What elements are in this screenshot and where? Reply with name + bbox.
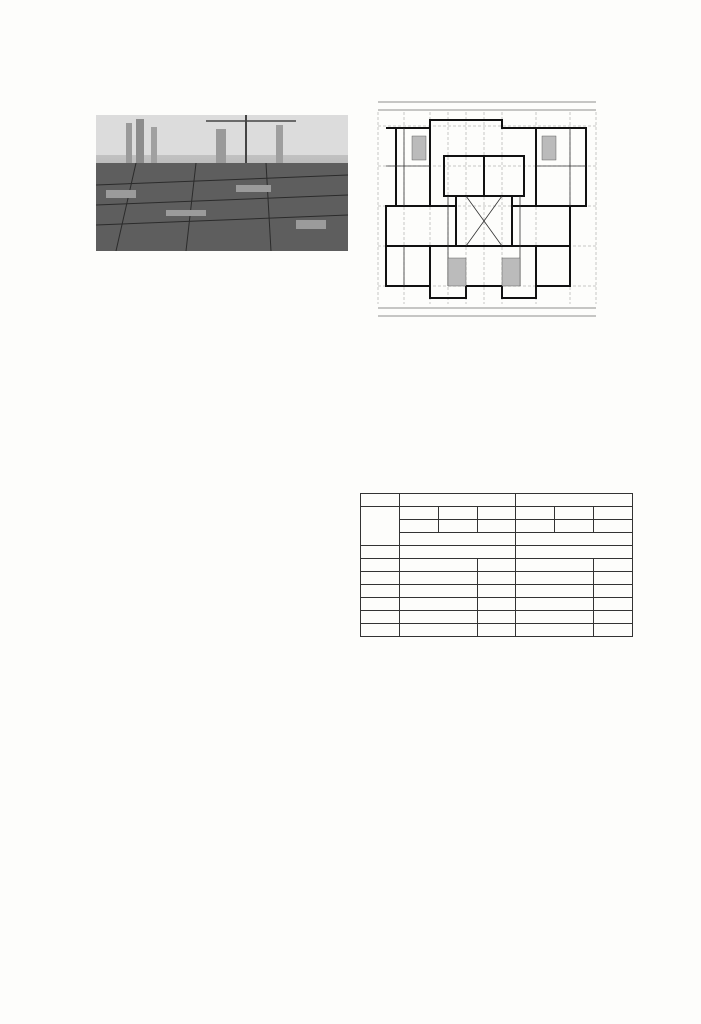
table-row — [361, 533, 633, 546]
table-cell — [361, 624, 400, 637]
table-cell — [477, 559, 516, 572]
plan-grid-lines — [378, 112, 596, 304]
table-cell — [399, 624, 477, 637]
photo-sketch — [96, 115, 348, 251]
table-cell — [399, 598, 477, 611]
table-cell — [516, 546, 633, 559]
table-cell — [399, 611, 477, 624]
table-cell — [594, 559, 633, 572]
table-cell — [361, 585, 400, 598]
table-row — [361, 611, 633, 624]
table-cell — [516, 520, 555, 533]
table-cell — [516, 494, 633, 507]
table-cell — [555, 520, 594, 533]
table-row — [361, 507, 633, 520]
plan-dimension-lines — [378, 102, 596, 316]
table-cell — [594, 520, 633, 533]
table-cell — [438, 520, 477, 533]
table-cell — [361, 611, 400, 624]
table-cell — [399, 585, 477, 598]
table-cell — [594, 572, 633, 585]
table-2 — [360, 493, 633, 637]
structural-plan-drawing — [356, 86, 618, 334]
table-cell — [594, 611, 633, 624]
table-cell — [516, 598, 594, 611]
table-row — [361, 598, 633, 611]
table-cell — [361, 598, 400, 611]
table-cell — [477, 611, 516, 624]
table-cell — [399, 546, 516, 559]
table-cell — [516, 507, 555, 520]
table-cell — [361, 507, 400, 546]
table-cell — [361, 546, 400, 559]
table-cell — [399, 520, 438, 533]
table-cell — [399, 572, 477, 585]
table-row — [361, 494, 633, 507]
table-cell — [516, 559, 594, 572]
table-cell — [477, 624, 516, 637]
table-cell — [594, 507, 633, 520]
table-cell — [399, 533, 516, 546]
table-cell — [399, 494, 516, 507]
table-row — [361, 585, 633, 598]
table-cell — [477, 520, 516, 533]
table-cell — [516, 572, 594, 585]
table-row — [361, 559, 633, 572]
table-cell — [361, 572, 400, 585]
table-cell — [477, 572, 516, 585]
table-cell — [361, 494, 400, 507]
table-row — [361, 572, 633, 585]
table-cell — [594, 624, 633, 637]
table-cell — [516, 611, 594, 624]
table-cell — [438, 507, 477, 520]
table-row — [361, 520, 633, 533]
table-cell — [516, 624, 594, 637]
table-cell — [594, 598, 633, 611]
table-cell — [399, 559, 477, 572]
table-cell — [516, 533, 633, 546]
table-cell — [477, 585, 516, 598]
table-cell — [516, 585, 594, 598]
table-row — [361, 624, 633, 637]
table-cell — [594, 585, 633, 598]
table-cell — [477, 507, 516, 520]
table-cell — [555, 507, 594, 520]
construction-site-photo — [96, 115, 348, 251]
table-cell — [361, 559, 400, 572]
table-cell — [477, 598, 516, 611]
table-row — [361, 546, 633, 559]
table-cell — [399, 507, 438, 520]
